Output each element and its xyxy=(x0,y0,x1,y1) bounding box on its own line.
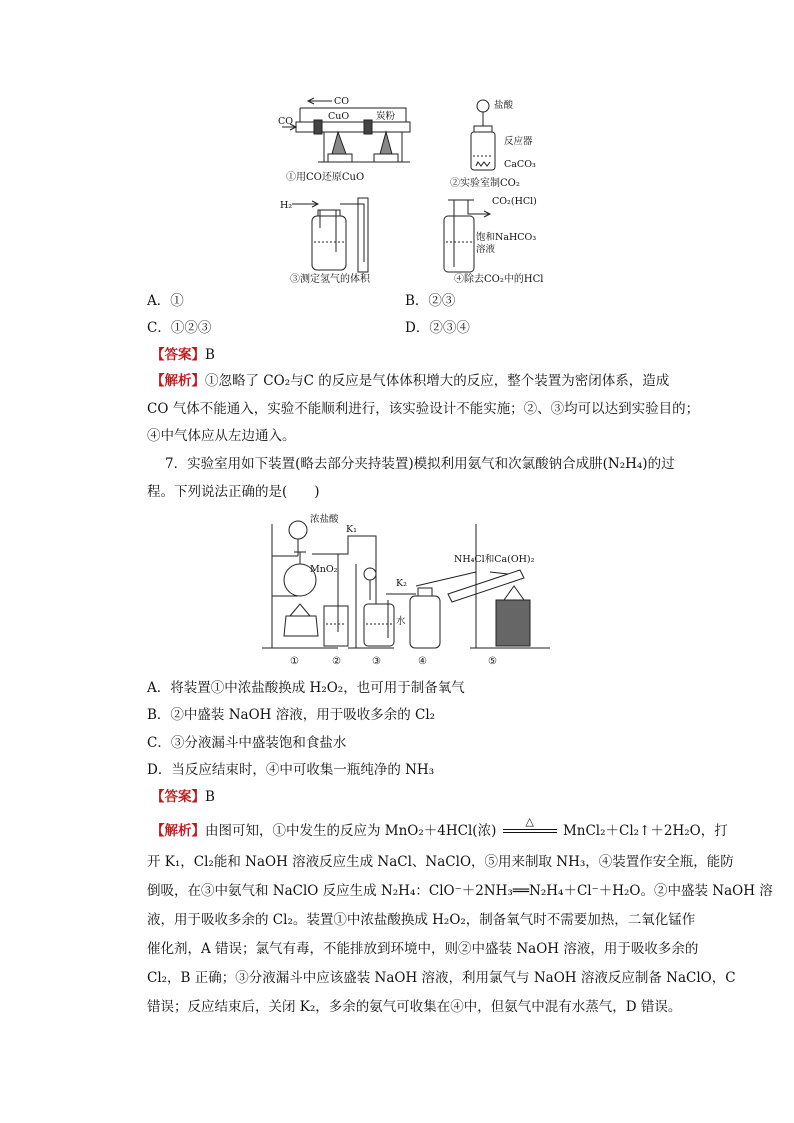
q6-option-a: A．① xyxy=(147,293,184,309)
heat-symbol: △ xyxy=(525,814,534,828)
q6-option-c: C．①②③ xyxy=(147,320,212,336)
label-mno2: MnO₂ xyxy=(310,564,338,575)
label-conc-hcl: 浓盐酸 xyxy=(310,514,339,525)
q6-analysis-line-3: ④中气体应从左边通入。 xyxy=(147,428,296,444)
label-k1: K₁ xyxy=(346,524,357,535)
label-co2-hcl: CO₂(HCl) xyxy=(492,196,537,207)
label-n2: ② xyxy=(332,656,341,667)
q7-option-a: A．将装置①中浓盐酸换成 H₂O₂，也可用于制备氧气 xyxy=(147,680,465,696)
q6-analysis-line-2: CO 气体不能通入，实验不能顺利进行，该实验设计不能实施；②、③均可以达到实验目的； xyxy=(147,401,700,417)
q7-stem-line-2: 程。下列说法正确的是( ) xyxy=(147,484,320,500)
label-nahco3: 饱和NaHCO₃ xyxy=(476,232,537,243)
label-k2: K₂ xyxy=(396,578,407,589)
apparatus-figure-top xyxy=(278,92,548,284)
label-n1: ① xyxy=(290,656,299,667)
q7-analysis-line-2: 开 K₁，Cl₂能和 NaOH 溶液反应生成 NaCl、NaClO，⑤用来制取 NH₃，④装置作安全瓶，能防 xyxy=(147,854,734,870)
caption-4: ④除去CO₂中的HCl xyxy=(454,274,544,284)
label-hcl: 盐酸 xyxy=(494,100,514,111)
q6-option-d: D．②③④ xyxy=(405,320,470,336)
q7-analysis-line-6: Cl₂，B 正确；③分液漏斗中应该盛装 NaOH 溶液，利用氯气与 NaOH 溶液反应制备 NaClO，C xyxy=(147,970,736,986)
answer-tag: 【答案】 xyxy=(151,789,205,805)
analysis-tag: 【解析】 xyxy=(151,823,205,839)
label-carbon: 炭粉 xyxy=(376,111,396,122)
caption-2: ②实验室制CO₂ xyxy=(450,178,520,189)
q6-analysis-line-1 xyxy=(151,372,669,390)
q7-option-d: D．当反应结束时，④中可收集一瓶纯净的 NH₃ xyxy=(147,762,435,778)
q7-option-b: B．②中盛装 NaOH 溶液，用于吸收多余的 Cl₂ xyxy=(147,707,436,723)
q7-analysis-line-4: 液，用于吸收多余的 Cl₂。装置①中浓盐酸换成 H₂O₂，制备氧气时不需要加热，二氧化锰作 xyxy=(147,912,696,928)
label-water: 水 xyxy=(396,616,406,627)
caption-1: ①用CO还原CuO xyxy=(286,172,365,183)
label-nh4cl: NH₄Cl和Ca(OH)₂ xyxy=(454,554,535,565)
answer-tag: 【答案】 xyxy=(151,347,205,363)
label-co-in: CO xyxy=(278,116,294,127)
label-caco3: CaCO₃ xyxy=(504,159,536,170)
q6-analysis-text-1: ①忽略了 CO₂与C 的反应是气体体积增大的反应，整个装置为密闭体系，造成 xyxy=(205,373,670,389)
q7-analysis-line-7: 错误；反应结束后，关闭 K₂，多余的氨气可收集在④中，但氨气中混有水蒸气，D 错误。 xyxy=(147,999,682,1015)
analysis-tag: 【解析】 xyxy=(151,373,205,389)
q6-option-b: B．②③ xyxy=(405,293,456,309)
q7-equation-right: MnCl₂＋Cl₂↑＋2H₂O，打 xyxy=(562,823,728,839)
q6-answer xyxy=(151,346,215,364)
label-cuo: CuO xyxy=(328,111,350,122)
q7-analysis-line-1 xyxy=(151,814,728,841)
answer-value: B xyxy=(205,347,215,363)
answer-value: B xyxy=(205,789,215,805)
q7-option-c: C．③分液漏斗中盛装饱和食盐水 xyxy=(147,735,347,751)
q7-analysis-line-5: 催化剂，A 错误；氯气有毒，不能排放到环境中，则②中盛装 NaOH 溶液，用于吸收多余的 xyxy=(147,941,699,957)
q7-equation-left: 由图可知，①中发生的反应为 MnO₂＋4HCl(浓) xyxy=(205,823,497,839)
q7-stem-line-1: 7．实验室用如下装置(略去部分夹持装置)模拟利用氨气和次氯酸钠合成肼(N₂H₄)的过 xyxy=(165,456,675,472)
label-reactor: 反应器 xyxy=(504,136,533,147)
q7-analysis-line-3: 倒吸，在③中氨气和 NaClO 反应生成 N₂H₄：ClO⁻＋2NH₃══N₂H₄＋Cl⁻＋H₂O。②中盛装 NaOH 溶 xyxy=(147,883,773,899)
label-h2: H₂ xyxy=(280,200,293,211)
apparatus-figure-q7 xyxy=(258,508,568,670)
reaction-condition xyxy=(501,814,559,841)
caption-3: ③测定氢气的体积 xyxy=(290,274,370,284)
q7-answer xyxy=(151,788,215,806)
label-n4: ④ xyxy=(418,656,427,667)
label-nahco3-solution: 溶液 xyxy=(476,244,496,255)
label-co-out: CO xyxy=(334,96,350,107)
label-n3: ③ xyxy=(372,656,381,667)
label-n5: ⑤ xyxy=(488,656,497,667)
